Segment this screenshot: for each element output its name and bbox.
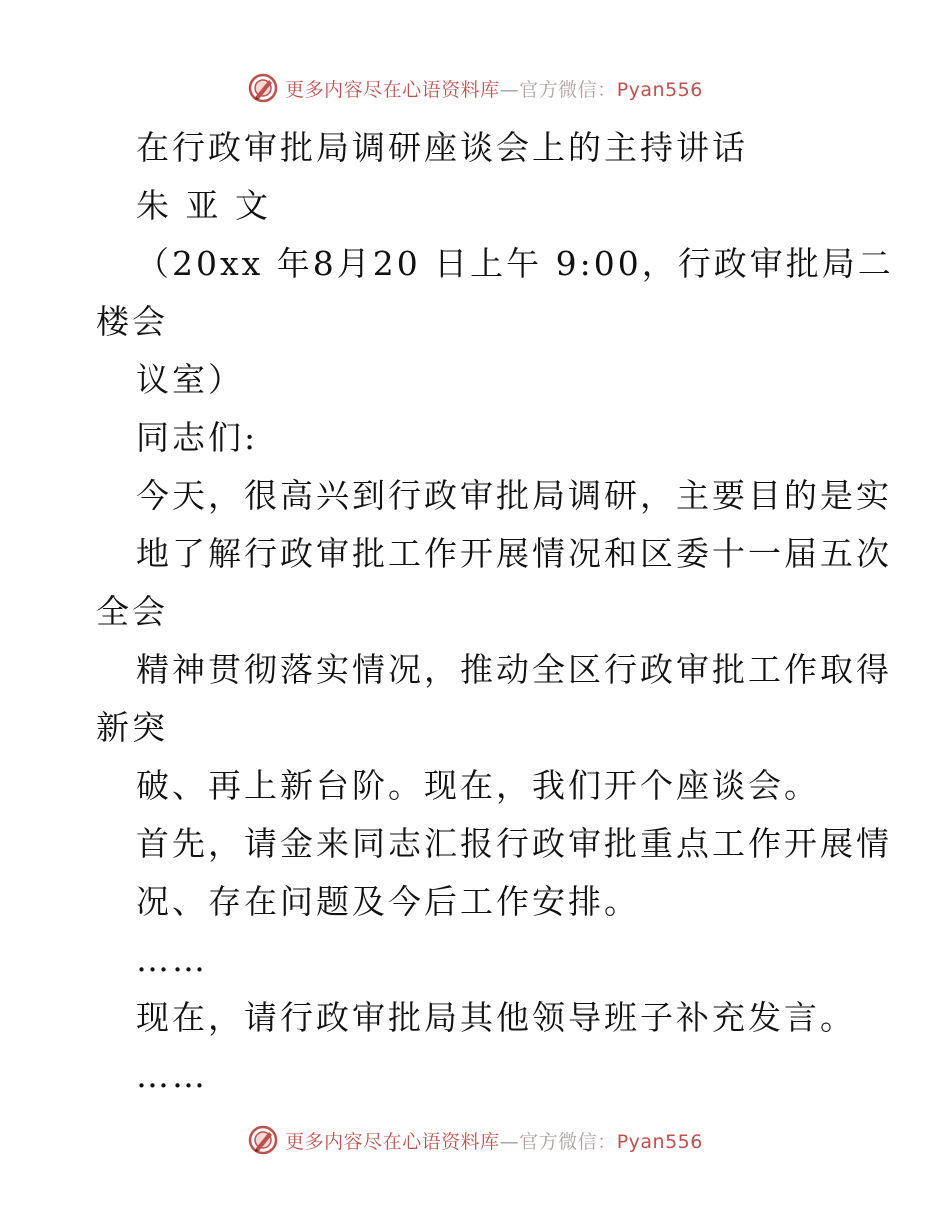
paragraph-3-line-1: 现在，请行政审批局其他领导班子补充发言。 [136, 998, 856, 1037]
meta-line-1: （20xx 年8月20 日上午 9:00，行政审批局二 [136, 244, 894, 283]
footer-watermark [0, 1120, 950, 1160]
watermark-wechat-label: 官方微信： [519, 1130, 617, 1153]
watermark-site-text: 更多内容尽在心语资料库 [285, 78, 500, 101]
paragraph-1-line-3: 全会 [96, 592, 168, 631]
watermark-wechat-id: Pyan556 [616, 78, 703, 101]
ellipsis-2: …… [136, 1056, 208, 1095]
watermark-wechat-label: 官方微信： [519, 78, 617, 101]
watermark-separator: — [499, 78, 520, 101]
header-watermark [0, 68, 950, 108]
meta-line-2: 楼会 [96, 302, 168, 341]
paragraph-1-line-2: 地了解行政审批工作开展情况和区委十一届五次 [136, 534, 892, 573]
watermark-group [247, 1124, 703, 1156]
document-author: 朱 亚 文 [136, 186, 271, 225]
watermark-wechat-id: Pyan556 [616, 1130, 703, 1153]
paragraph-1-line-4: 精神贯彻落实情况，推动全区行政审批工作取得 [136, 650, 892, 689]
watermark-text [285, 1127, 703, 1154]
ellipsis-1: …… [136, 940, 208, 979]
watermark-separator: — [499, 1130, 520, 1153]
paragraph-1-line-5: 新突 [96, 708, 168, 747]
salutation: 同志们: [136, 418, 259, 457]
watermark-site-text: 更多内容尽在心语资料库 [285, 1130, 500, 1153]
paragraph-2-line-2: 况、存在问题及今后工作安排。 [136, 882, 640, 921]
meta-line-3: 议室） [136, 360, 244, 399]
watermark-text [285, 75, 703, 102]
paragraph-2-line-1: 首先，请金来同志汇报行政审批重点工作开展情 [136, 824, 892, 863]
pen-logo-icon [247, 1124, 279, 1156]
document-title: 在行政审批局调研座谈会上的主持讲话 [136, 128, 748, 167]
paragraph-1-line-6: 破、再上新台阶。现在，我们开个座谈会。 [136, 766, 820, 805]
paragraph-1-line-1: 今天，很高兴到行政审批局调研，主要目的是实 [136, 476, 892, 515]
pen-logo-icon [247, 72, 279, 104]
watermark-group [247, 72, 703, 104]
